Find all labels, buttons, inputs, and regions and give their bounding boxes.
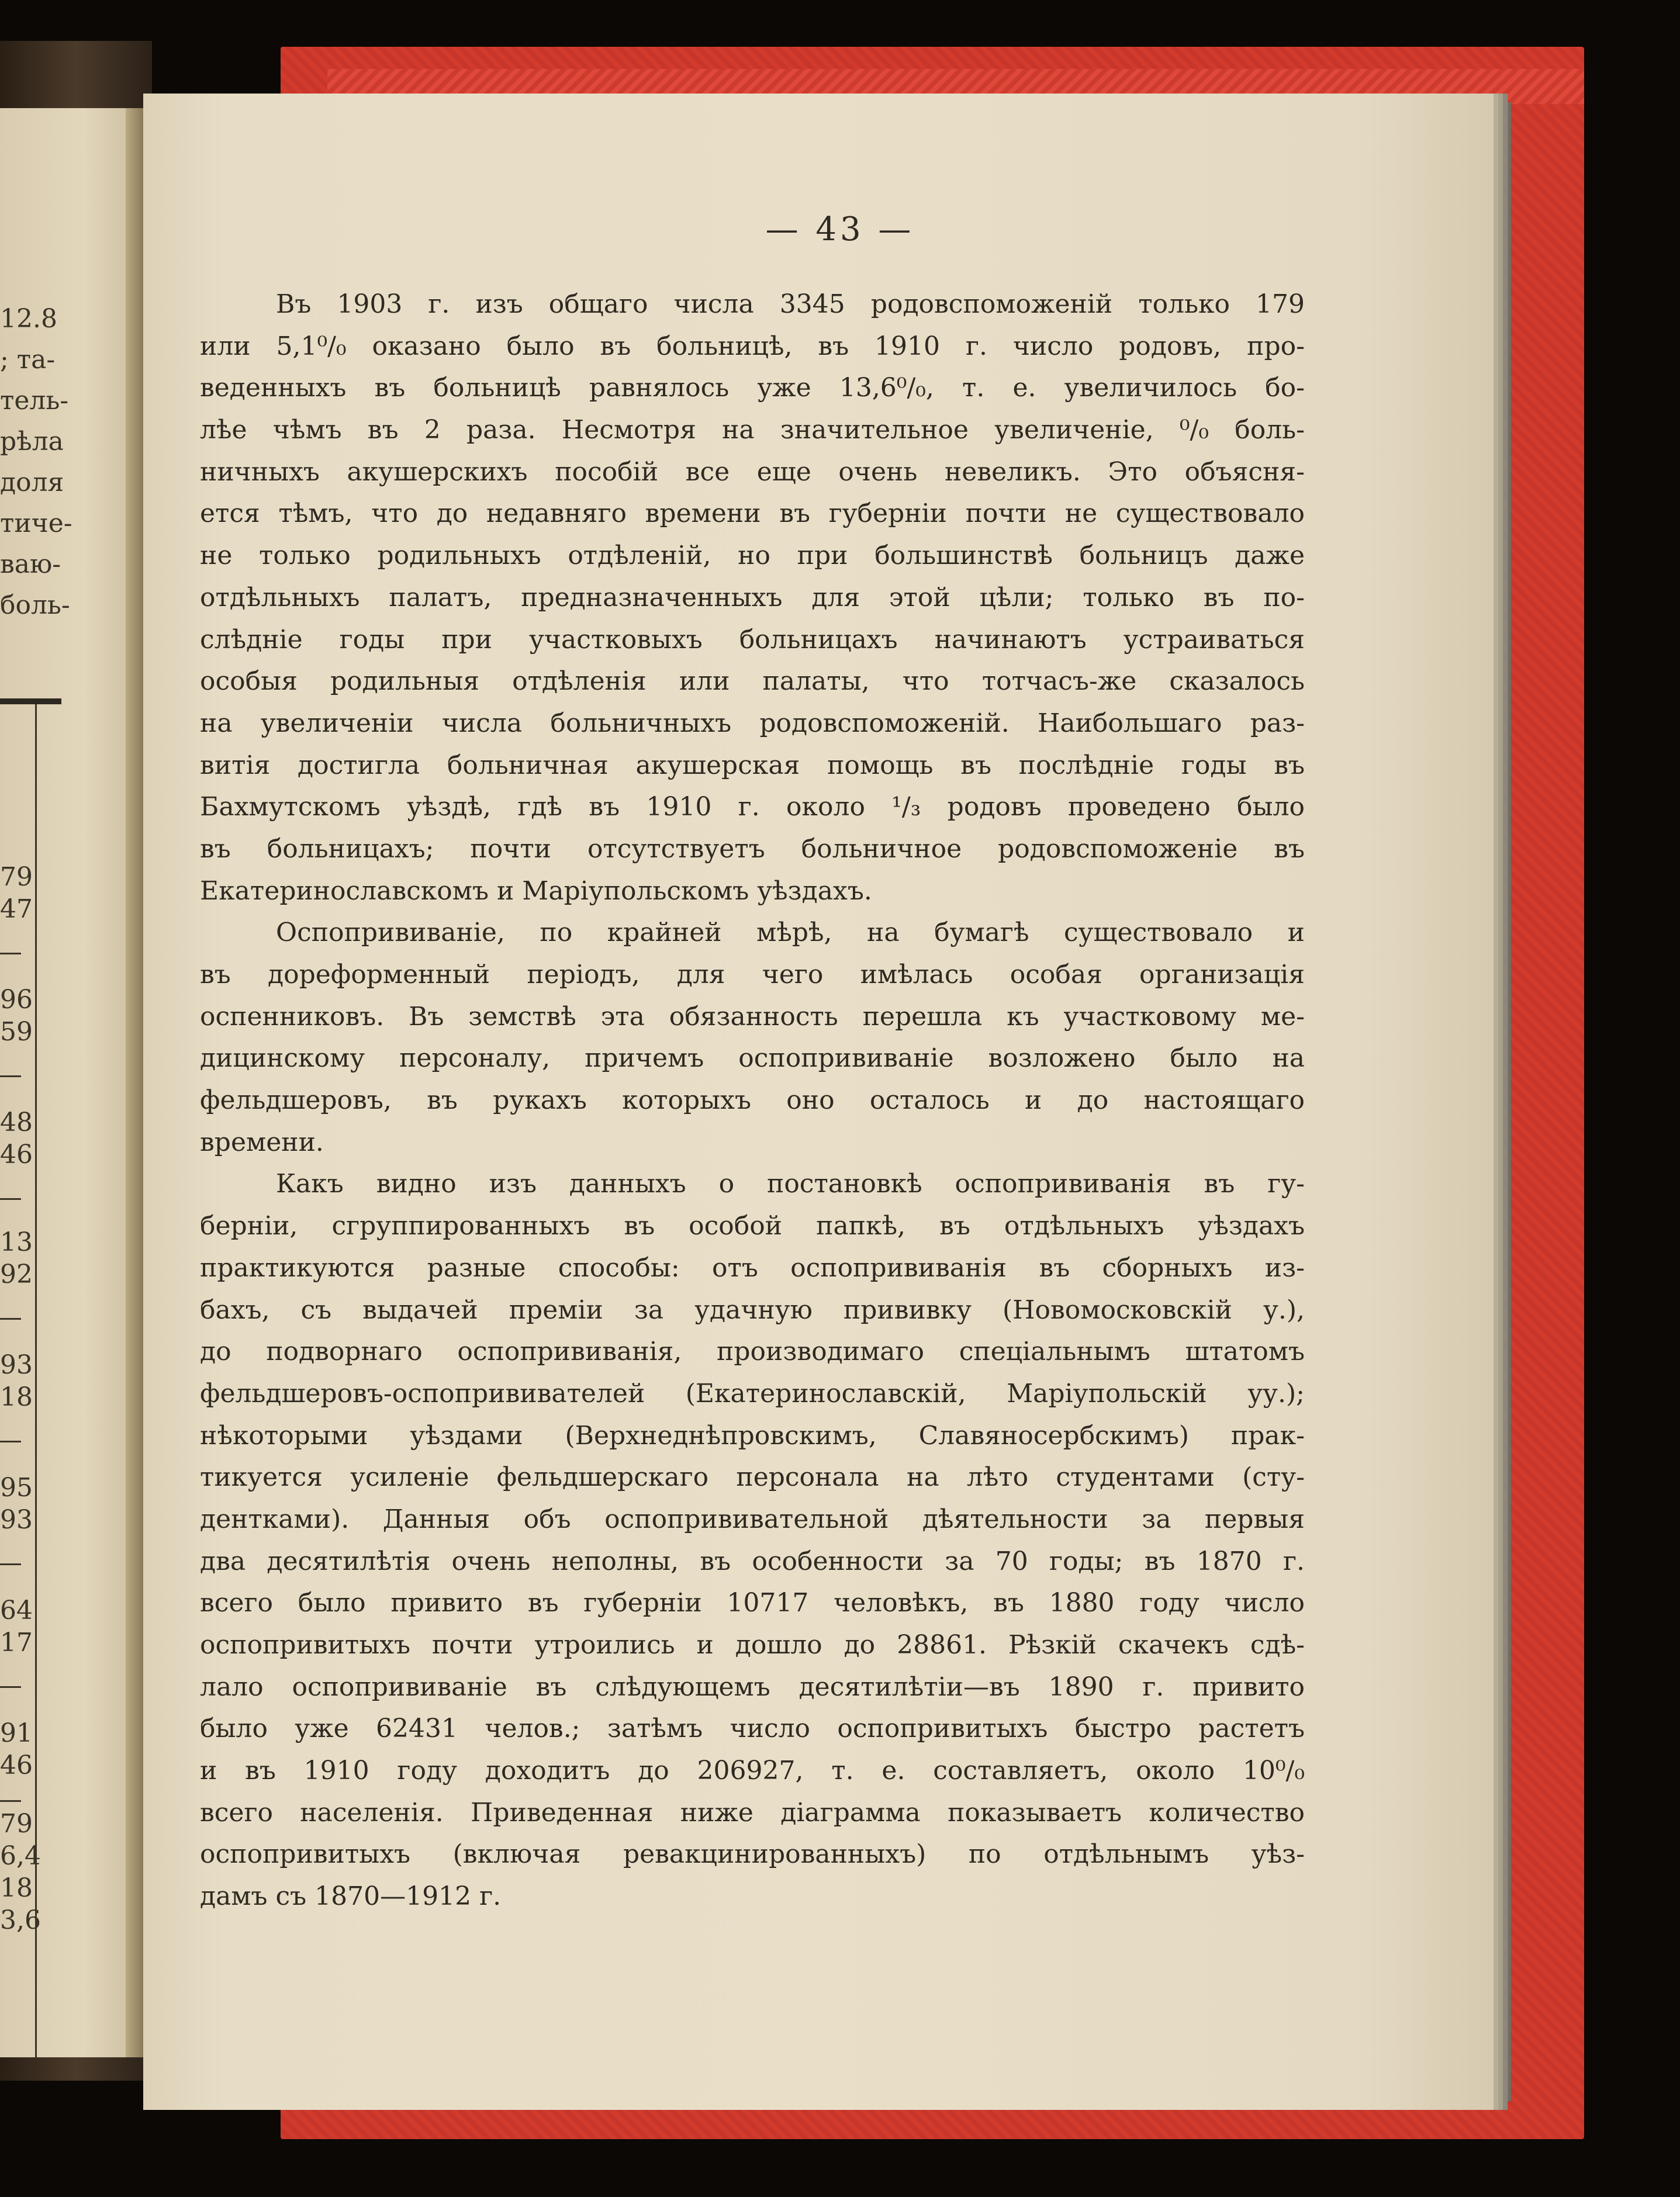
fragment-number: 79 bbox=[0, 1809, 33, 1839]
text-line: тикуется усиленіе фельдшерскаго персонала на лѣто студентами (сту- bbox=[200, 1462, 1305, 1493]
text-line: лѣе чѣмъ въ 2 раза. Несмотря на значительное увеличеніе, ⁰/₀ боль- bbox=[200, 415, 1305, 445]
fragment-number: 47 bbox=[0, 894, 33, 924]
text-line: оспопривитыхъ (включая ревакцинированныхъ) по отдѣльнымъ уѣз- bbox=[200, 1839, 1305, 1870]
fragment-number: 92 bbox=[0, 1260, 33, 1289]
text-line: или 5,1⁰/₀ оказано было въ больницѣ, въ 1910 г. число родовъ, про- bbox=[200, 331, 1305, 361]
text-line: лало оспопрививаніе въ слѣдующемъ десятилѣтіи—въ 1890 г. привито bbox=[200, 1672, 1305, 1702]
text-line: дамъ съ 1870—1912 г. bbox=[200, 1881, 502, 1912]
text-line: въ больницахъ; почти отсутствуетъ больничное родовспоможеніе въ bbox=[200, 833, 1305, 864]
text-line: особыя родильныя отдѣленія или палаты, что тотчасъ-же сказалось bbox=[200, 666, 1305, 697]
fragment-number: 93 bbox=[0, 1350, 33, 1380]
text-line: всего населенія. Приведенная ниже діаграмма показываетъ количество bbox=[200, 1797, 1305, 1828]
fragment-number: 79 bbox=[0, 862, 33, 892]
fragment-number: 91 bbox=[0, 1718, 33, 1748]
text-line: дицинскому персоналу, причемъ оспопрививаніе возложено было на bbox=[200, 1043, 1305, 1074]
fragment-number: 6,4 bbox=[0, 1841, 41, 1871]
fragment-table-rule bbox=[0, 698, 61, 704]
fragment-number: 96 bbox=[0, 985, 33, 1015]
fragment-dash bbox=[0, 1563, 21, 1565]
fragment-dash bbox=[0, 1075, 21, 1077]
fragment-dash bbox=[0, 1800, 21, 1802]
page-stack-edge bbox=[1494, 102, 1511, 2101]
fragment-word: доля bbox=[0, 468, 64, 497]
text-line: два десятилѣтія очень неполны, въ особенности за 70 годы; въ 1870 г. bbox=[200, 1546, 1305, 1576]
fragment-number: 95 bbox=[0, 1473, 33, 1503]
text-line: слѣдніе годы при участковыхъ больницахъ начинаютъ устраиваться bbox=[200, 624, 1305, 655]
previous-page-fragment bbox=[0, 108, 140, 2057]
text-line: отдѣльныхъ палатъ, предназначенныхъ для этой цѣли; только въ по- bbox=[200, 582, 1305, 613]
fragment-number: 46 bbox=[0, 1750, 33, 1780]
text-line: и въ 1910 году доходитъ до 206927, т. е. составляетъ, около 10⁰/₀ bbox=[200, 1756, 1305, 1786]
fragment-word: ; та- bbox=[0, 345, 56, 375]
text-line: Въ 1903 г. изъ общаго числа 3345 родовспоможеній только 179 bbox=[276, 289, 1305, 319]
fragment-word: 12.8 bbox=[0, 304, 57, 334]
text-line: витія достигла больничная акушерская помощь въ послѣдніе годы въ bbox=[200, 750, 1305, 780]
text-line: въ дореформенный періодъ, для чего имѣлась особая организація bbox=[200, 960, 1305, 989]
text-line: оспенниковъ. Въ земствѣ эта обязанность перешла къ участковому ме- bbox=[200, 1001, 1305, 1032]
fragment-number: 93 bbox=[0, 1505, 33, 1535]
fragment-dash bbox=[0, 953, 21, 954]
fragment-dash bbox=[0, 1441, 21, 1442]
fragment-number: 46 bbox=[0, 1140, 33, 1170]
text-line: Бахмутскомъ уѣздѣ, гдѣ въ 1910 г. около ¹/₃ родовъ проведено было bbox=[200, 792, 1305, 822]
text-line: ется тѣмъ, что до недавняго времени въ губерніи почти не существовало bbox=[200, 499, 1305, 529]
text-line: веденныхъ въ больницѣ равнялось уже 13,6⁰/₀, т. е. увеличилось бо- bbox=[200, 373, 1305, 403]
page-number: — 43 — bbox=[765, 210, 915, 248]
fragment-word: тиче- bbox=[0, 508, 72, 538]
fragment-word: боль- bbox=[0, 590, 70, 620]
fragment-word: тель- bbox=[0, 386, 69, 416]
text-line: фельдшеровъ-оспопрививателей (Екатеринославскій, Маріупольскій уу.); bbox=[200, 1378, 1305, 1409]
text-line: было уже 62431 челов.; затѣмъ число оспопривитыхъ быстро растетъ bbox=[200, 1714, 1305, 1744]
text-line: оспопривитыхъ почти утроились и дошло до 28861. Рѣзкій скачекъ сдѣ- bbox=[200, 1630, 1305, 1660]
text-line: не только родильныхъ отдѣленій, но при большинствѣ больницъ даже bbox=[200, 541, 1305, 571]
fragment-dash bbox=[0, 1318, 21, 1320]
text-line: дентками). Данныя объ оспопрививательной дѣятельности за первыя bbox=[200, 1504, 1305, 1534]
fragment-number: 59 bbox=[0, 1017, 33, 1047]
fragment-number: 48 bbox=[0, 1108, 33, 1137]
text-line: бахъ, съ выдачей преміи за удачную прививку (Новомосковскій у.), bbox=[200, 1295, 1305, 1325]
text-line: времени. bbox=[200, 1127, 324, 1157]
text-line: Оспопрививаніе, по крайней мѣрѣ, на бумагѣ существовало и bbox=[276, 918, 1305, 948]
fragment-dash bbox=[0, 1198, 21, 1200]
fragment-dash bbox=[0, 1686, 21, 1688]
fragment-word: ваю- bbox=[0, 549, 61, 579]
page-body-text bbox=[200, 283, 1305, 1918]
fragment-number: 64 bbox=[0, 1596, 33, 1625]
fragment-number: 18 bbox=[0, 1873, 33, 1903]
fragment-word: рѣла bbox=[0, 427, 64, 456]
text-line: на увеличеніи числа больничныхъ родовспоможеній. Наибольшаго раз- bbox=[200, 708, 1305, 738]
text-line: Екатеринославскомъ и Маріупольскомъ уѣздахъ. bbox=[200, 876, 872, 906]
text-line: фельдшеровъ, въ рукахъ которыхъ оно осталось и до настоящаго bbox=[200, 1085, 1305, 1116]
fragment-number: 3,6 bbox=[0, 1905, 41, 1935]
text-line: всего было привито въ губерніи 10717 человѣкъ, въ 1880 году число bbox=[200, 1588, 1305, 1618]
text-line: нѣкоторыми уѣздами (Верхнеднѣпровскимъ, Славяносербскимъ) прак- bbox=[200, 1420, 1305, 1451]
text-line: до подворнаго оспопрививанія, производимаго спеціальнымъ штатомъ bbox=[200, 1337, 1305, 1367]
text-line: берніи, сгруппированныхъ въ особой папкѣ, въ отдѣльныхъ уѣздахъ bbox=[200, 1211, 1305, 1241]
text-line: практикуются разные способы: отъ оспопрививанія въ сборныхъ из- bbox=[200, 1253, 1305, 1283]
text-line: ничныхъ акушерскихъ пособій все еще очень невеликъ. Это объясня- bbox=[200, 456, 1305, 487]
fragment-number: 17 bbox=[0, 1628, 33, 1658]
fragment-number: 13 bbox=[0, 1227, 33, 1257]
text-line: Какъ видно изъ данныхъ о постановкѣ оспопрививанія въ гу- bbox=[276, 1169, 1305, 1199]
fragment-number: 18 bbox=[0, 1382, 33, 1412]
